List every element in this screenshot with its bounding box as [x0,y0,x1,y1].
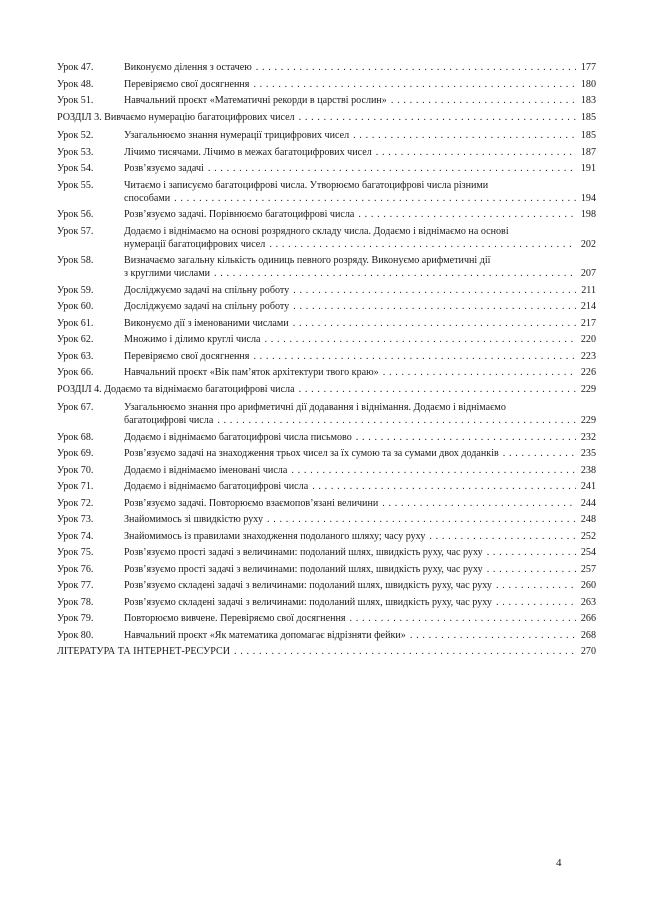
dot-leader [299,111,576,124]
dot-leader [391,94,576,107]
lesson-number: Урок 72. [57,497,94,509]
dot-leader [267,513,576,526]
entry-title-last-line [124,546,596,559]
entry-title: Додаємо і віднімаємо багатоцифрові числа [124,481,309,492]
entry-body [124,254,596,280]
dot-leader [253,78,576,91]
dot-leader [293,317,576,330]
entry-title: Розв’язуємо задачі. Порівнюємо багатоцифрові числа [124,209,355,220]
lesson-number: Урок 68. [57,431,94,443]
entry-body [124,61,596,74]
entry-title-last-line [57,111,596,124]
table-of-contents [57,61,596,664]
entry-body [57,383,596,396]
entry-title-line: Узагальнюємо знання про арифметичні дії додавання і віднімання. Додаємо і віднімаємо [124,402,506,413]
entry-title-last-line [124,238,596,251]
dot-leader [410,629,576,642]
toc-entry [57,612,596,625]
toc-entry [57,629,596,642]
entry-page-number: 183 [580,95,596,106]
entry-page-number: 232 [580,431,596,443]
dot-leader [503,447,576,460]
toc-entry [57,129,596,142]
toc-entry [57,300,596,313]
entry-page-number: 180 [580,78,596,90]
entry-body [57,645,596,658]
dot-leader [256,61,576,74]
toc-entry [57,464,596,477]
entry-page-number: 217 [580,317,596,329]
entry-body [124,129,596,142]
entry-page-number: 202 [580,238,596,250]
entry-body [124,333,596,346]
entry-page-number: 211 [581,284,596,296]
lesson-number: Урок 66. [57,367,94,378]
entry-body [124,284,596,297]
toc-entry [57,162,596,175]
entry-title-last-line [124,612,596,625]
entry-title-last-line [124,208,596,221]
dot-leader [293,284,576,297]
entry-page-number: 241 [580,481,596,492]
dot-leader [217,414,576,427]
entry-title: Навчальний проєкт «Математичні рекорди в царстві рослин» [124,95,387,106]
section-title: РОЗДІЛ 3. Вивчаємо нумерацію багатоцифрових чисел [57,111,295,123]
toc-entry [57,61,596,74]
lesson-number: Урок 54. [57,163,94,174]
dot-leader [214,267,576,280]
entry-title: з круглими числами [124,268,211,279]
dot-leader [356,431,576,444]
toc-entry [57,179,596,205]
lesson-number: Урок 73. [57,514,94,525]
dot-leader [234,645,576,658]
lesson-number: Урок 74. [57,530,94,542]
entry-body [124,596,596,609]
entry-page-number: 268 [580,629,596,641]
entry-title: Розв’язуємо складені задачі з величинами: подоланий шлях, швидкість руху, час руху [124,596,492,608]
dot-leader [291,464,576,477]
entry-page-number: 220 [580,334,596,345]
entry-body [124,447,596,460]
entry-body [124,513,596,526]
entry-title-last-line [124,146,596,159]
entry-title: Знайомимось із правилами знаходження подоланого шляху; часу руху [124,530,426,542]
dot-leader [269,238,576,251]
lesson-number: Урок 47. [57,62,94,73]
lesson-number: Урок 57. [57,225,94,237]
dot-leader [253,350,576,363]
entry-page-number: 226 [580,367,596,378]
toc-section-heading [57,111,596,124]
entry-title: Навчальний проєкт «Вік пам’яток архітектури твого краю» [124,367,379,378]
entry-body [124,146,596,159]
dot-leader [312,480,576,493]
entry-title: нумерації багатоцифрових чисел [124,238,266,250]
section-title: РОЗДІЛ 4. Додаємо та віднімаємо багатоцифрові числа [57,383,295,395]
lesson-number: Урок 80. [57,629,94,641]
entry-body [124,431,596,444]
entry-title-last-line [124,366,596,379]
entry-title-last-line [124,129,596,142]
entry-title: Додаємо і віднімаємо іменовані числа [124,464,288,476]
entry-page-number: 235 [580,448,596,459]
entry-body [124,464,596,477]
entry-body [124,629,596,642]
lesson-number: Урок 69. [57,448,94,459]
entry-body [124,179,596,205]
dot-leader [382,497,576,510]
entry-body [124,208,596,221]
toc-entry [57,254,596,280]
entry-title: Розв’язуємо прості задачі з величинами: подоланий шлях, швидкість руху, час руху [124,547,483,558]
entry-body [124,366,596,379]
entry-title-last-line [124,192,596,205]
toc-entry [57,146,596,159]
lesson-number: Урок 53. [57,146,94,158]
lesson-number: Урок 55. [57,179,94,191]
lesson-number: Урок 79. [57,613,94,624]
entry-body [57,111,596,124]
entry-page-number: 187 [580,146,596,158]
entry-body [124,317,596,330]
entry-title-last-line [124,94,596,107]
lesson-number: Урок 48. [57,78,94,90]
entry-title: Розв’язуємо складені задачі з величинами: подоланий шлях, швидкість руху, час руху [124,580,492,591]
entry-body [124,612,596,625]
page-number: 4 [556,857,562,869]
entry-page-number: 223 [580,350,596,362]
lesson-number: Урок 75. [57,547,94,558]
entry-title: Перевіряємо свої досягнення [124,78,250,90]
dot-leader [293,300,576,313]
dot-leader [350,612,576,625]
lesson-number: Урок 60. [57,301,94,312]
entry-title: Розв’язуємо задачі [124,163,204,174]
entry-page-number: 254 [580,547,596,558]
entry-page-number: 229 [580,415,596,426]
entry-page-number: 257 [580,563,596,575]
entry-title-last-line [124,497,596,510]
entry-title: Досліджуємо задачі на спільну роботу [124,301,290,312]
toc-entry [57,579,596,592]
entry-title-line: Визначаємо загальну кількість одиниць певного розряду. Виконуємо арифметичні дії [124,255,491,266]
entry-title-last-line [124,447,596,460]
entry-page-number: 260 [580,580,596,591]
entry-page-number: 214 [580,301,596,312]
entry-page-number: 263 [580,596,596,608]
entry-title-last-line [57,383,596,396]
lesson-number: Урок 51. [57,95,94,106]
entry-body [124,401,596,427]
entry-title-last-line [124,530,596,543]
toc-entry [57,530,596,543]
toc-entry [57,546,596,559]
lesson-number: Урок 77. [57,580,94,591]
entry-title: Додаємо і віднімаємо багатоцифрові числа письмово [124,431,352,443]
lesson-number: Урок 67. [57,402,94,413]
entry-title: багатоцифрові числа [124,415,214,426]
entry-page-number: 194 [580,192,596,204]
entry-body [124,563,596,576]
toc-entry [57,284,596,297]
entry-body [124,579,596,592]
entry-body [124,162,596,175]
toc-entry [57,350,596,363]
entry-title-last-line [124,563,596,576]
toc-entry [57,563,596,576]
entry-body [124,78,596,91]
entry-title-last-line [124,480,596,493]
entry-page-number: 191 [580,163,596,174]
entry-title-last-line [124,61,596,74]
entry-title: Виконуємо ділення з остачею [124,62,252,73]
entry-title-last-line [57,645,596,658]
toc-entry [57,78,596,91]
toc-entry [57,447,596,460]
entry-title-line: Читаємо і записуємо багатоцифрові числа. Утворюємо багатоцифрові числа різними [124,179,489,191]
lesson-number: Урок 62. [57,334,94,345]
toc-entry [57,431,596,444]
dot-leader [429,530,576,543]
toc-entry [57,317,596,330]
lesson-number: Урок 58. [57,255,94,266]
entry-title: Повторюємо вивчене. Перевіряємо свої досягнення [124,613,346,624]
entry-title-last-line [124,78,596,91]
entry-title: Розв’язуємо задачі на знаходження трьох чисел за їх сумою та за сумами двох доданків [124,448,499,459]
dot-leader [358,208,576,221]
toc-entry [57,480,596,493]
entry-title-last-line [124,267,596,280]
entry-page-number: 238 [580,464,596,476]
lesson-number: Урок 63. [57,350,94,362]
toc-entry [57,94,596,107]
entry-body [124,225,596,251]
entry-title-last-line [124,284,596,297]
toc-section-heading [57,645,596,658]
entry-title-last-line [124,350,596,363]
toc-entry [57,401,596,427]
dot-leader [496,596,576,609]
entry-title-last-line [124,162,596,175]
entry-title-last-line [124,333,596,346]
toc-entry [57,366,596,379]
entry-title: Узагальнюємо знання нумерації трицифрових чисел [124,130,350,141]
entry-body [124,300,596,313]
dot-leader [487,563,576,576]
entry-title-last-line [124,431,596,444]
dot-leader [376,146,576,159]
toc-entry [57,208,596,221]
entry-page-number: 185 [580,111,596,123]
entry-body [124,497,596,510]
entry-title: Розв’язуємо задачі. Повторюємо взаємопов’язані величини [124,497,379,509]
section-title: ЛІТЕРАТУРА ТА ІНТЕРНЕТ-РЕСУРСИ [57,646,231,657]
entry-body [124,480,596,493]
entry-page-number: 185 [580,130,596,141]
entry-title-last-line [124,596,596,609]
entry-title: Перевіряємо свої досягнення [124,350,250,362]
entry-title-last-line [124,317,596,330]
entry-page-number: 198 [580,209,596,220]
entry-page-number: 207 [580,268,596,279]
toc-entry [57,225,596,251]
entry-page-number: 177 [580,62,596,73]
dot-leader [265,333,576,346]
dot-leader [174,192,576,205]
entry-title-last-line [124,579,596,592]
entry-title: Множимо і ділимо круглі числа [124,334,261,345]
toc-section-heading [57,383,596,396]
entry-title-last-line [124,464,596,477]
entry-title: Досліджуємо задачі на спільну роботу [124,284,290,296]
entry-body [124,94,596,107]
entry-title: Лічимо тисячами. Лічимо в межах багатоцифрових чисел [124,146,372,158]
dot-leader [487,546,576,559]
dot-leader [299,383,576,396]
entry-page-number: 252 [580,530,596,542]
entry-page-number: 270 [580,646,596,657]
entry-page-number: 266 [580,613,596,624]
entry-body [124,350,596,363]
entry-title: Навчальний проєкт «Як математика допомагає відрізняти фейки» [124,629,406,641]
dot-leader [496,579,576,592]
dot-leader [208,162,576,175]
lesson-number: Урок 70. [57,464,94,476]
entry-title: способами [124,192,171,204]
entry-title-last-line [124,414,596,427]
lesson-number: Урок 78. [57,596,94,608]
entry-title: Виконуємо дії з іменованими числами [124,317,289,329]
entry-page-number: 244 [580,497,596,509]
entry-title-line: Додаємо і віднімаємо на основі розрядного складу числа. Додаємо і віднімаємо на основі [124,225,509,237]
lesson-number: Урок 76. [57,563,94,575]
lesson-number: Урок 52. [57,130,94,141]
entry-body [124,530,596,543]
entry-title: Розв’язуємо прості задачі з величинами: подоланий шлях, швидкість руху, час руху [124,563,483,575]
toc-entry [57,333,596,346]
entry-title-last-line [124,629,596,642]
toc-entry [57,513,596,526]
entry-page-number: 229 [580,383,596,395]
entry-page-number: 248 [580,514,596,525]
entry-title-last-line [124,300,596,313]
entry-title: Знайомимось зі швидкістю руху [124,514,264,525]
lesson-number: Урок 59. [57,284,94,296]
lesson-number: Урок 61. [57,317,94,329]
entry-body [124,546,596,559]
dot-leader [353,129,576,142]
lesson-number: Урок 71. [57,481,94,492]
lesson-number: Урок 56. [57,209,94,220]
toc-entry [57,596,596,609]
entry-title-last-line [124,513,596,526]
dot-leader [383,366,576,379]
toc-entry [57,497,596,510]
